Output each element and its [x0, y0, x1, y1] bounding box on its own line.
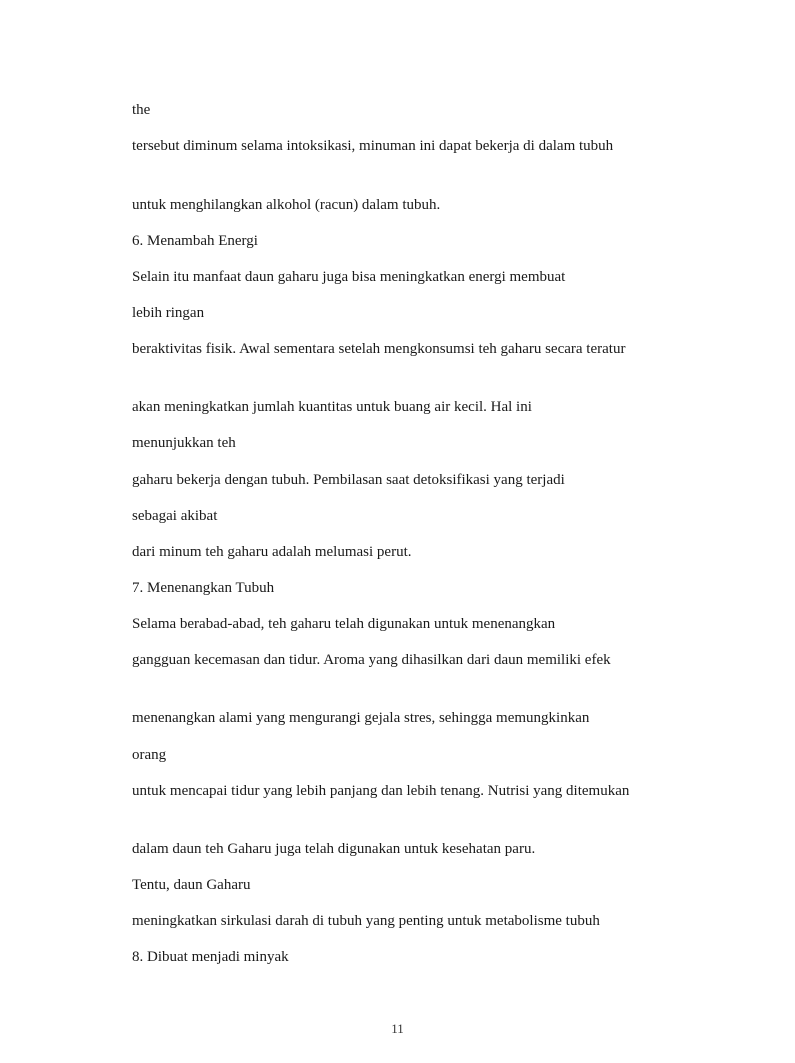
paragraph: dalam daun teh Gaharu juga telah digunakan untuk kesehatan paru.	[132, 841, 536, 857]
paragraph: menenangkan alami yang mengurangi gejala stres, sehingga memungkinkan	[132, 710, 590, 726]
paragraph: untuk mencapai tidur yang lebih panjang dan lebih tenang. Nutrisi yang ditemukan	[132, 783, 630, 799]
paragraph: Selain itu manfaat daun gaharu juga bisa meningkatkan energi membuat	[132, 269, 566, 285]
paragraph: Tentu, daun Gaharu	[132, 877, 251, 893]
paragraph: meningkatkan sirkulasi darah di tubuh yang penting untuk metabolisme tubuh	[132, 913, 600, 929]
paragraph: beraktivitas fisik. Awal sementara setelah mengkonsumsi teh gaharu secara teratur	[132, 341, 626, 357]
paragraph: dari minum teh gaharu adalah melumasi perut.	[132, 544, 412, 560]
paragraph: gangguan kecemasan dan tidur. Aroma yang dihasilkan dari daun memiliki efek	[132, 652, 611, 668]
paragraph: the	[132, 102, 151, 118]
section-heading: 8. Dibuat menjadi minyak	[132, 949, 289, 965]
paragraph: akan meningkatkan jumlah kuantitas untuk buang air kecil. Hal ini	[132, 399, 532, 415]
paragraph: lebih ringan	[132, 305, 205, 321]
paragraph: orang	[132, 747, 167, 763]
paragraph: gaharu bekerja dengan tubuh. Pembilasan saat detoksifikasi yang terjadi	[132, 472, 565, 488]
paragraph: Selama berabad-abad, teh gaharu telah digunakan untuk menenangkan	[132, 616, 556, 632]
paragraph: menunjukkan teh	[132, 435, 236, 451]
section-heading: 6. Menambah Energi	[132, 233, 258, 249]
paragraph: sebagai akibat	[132, 508, 218, 524]
paragraph: untuk menghilangkan alkohol (racun) dalam tubuh.	[132, 197, 441, 213]
paragraph: tersebut diminum selama intoksikasi, minuman ini dapat bekerja di dalam tubuh	[132, 138, 614, 154]
section-heading: 7. Menenangkan Tubuh	[132, 580, 275, 596]
page-number: 11	[391, 1021, 404, 1036]
